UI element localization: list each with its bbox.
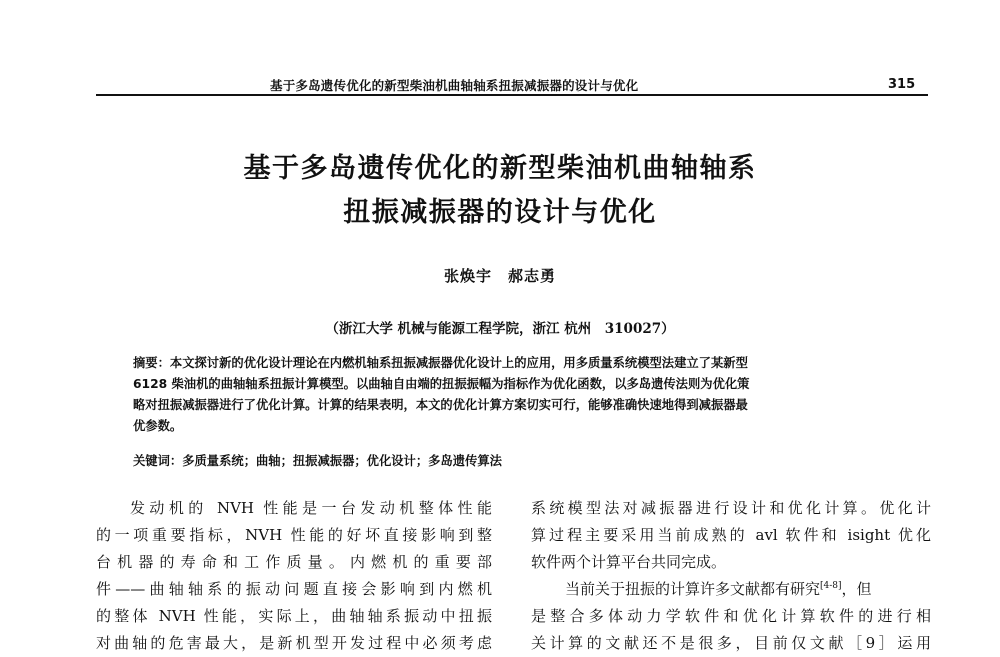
title-line-1: 基于多岛遗传优化的新型柴油机曲轴轴系 <box>243 153 757 184</box>
paragraph-line: 是整合多体动力学软件和优化计算软件的进行相 <box>531 607 931 625</box>
keywords-text: 多质量系统；曲轴；扭振减振器；优化设计；多岛遗传算法 <box>182 454 502 468</box>
paragraph-line: 的一项重要指标，NVH 性能的好坏直接影响到整 <box>96 526 492 544</box>
page-number: 315 <box>888 77 916 92</box>
paragraph-line: 件——曲轴轴系的振动问题直接会影响到内燃机 <box>96 580 492 598</box>
running-head: 基于多岛遗传优化的新型柴油机曲轴轴系扭振减振器的设计与优化 <box>270 78 639 93</box>
paragraph-line: 关计算的文献还不是很多，目前仅文献［9］运用 <box>531 634 931 652</box>
affiliation: （浙江大学 机械与能源工程学院，浙江 杭州 310027） <box>325 321 675 337</box>
abstract-text: 本文探讨新的优化设计理论在内燃机轴系扭振减振器优化设计上的应用，用多质量系统模型法建立了某新型 <box>169 356 748 370</box>
paragraph-line: 系统模型法对减振器进行设计和优化计算。优化计 <box>531 499 931 517</box>
paragraph-line: 台机器的寿命和工作质量。内燃机的重要部 <box>96 553 492 571</box>
abstract-line-4: 优参数。 <box>133 419 183 433</box>
paragraph-line: 算过程主要采用当前成熟的 avl 软件和 isight 优化 <box>531 526 931 544</box>
paragraph-line: 软件两个计算平台共同完成。 <box>531 553 727 571</box>
body-column-right <box>531 495 931 657</box>
paragraph-line: 的整体 NVH 性能，实际上，曲轴轴系振动中扭振 <box>96 607 492 625</box>
header-rule <box>96 94 928 96</box>
abstract <box>133 353 893 437</box>
keywords <box>133 451 502 469</box>
paragraph-text: 当前关于扭振的计算许多文献都有研究 <box>565 580 821 598</box>
abstract-line-1 <box>133 353 893 374</box>
title-line-2: 扭振减振器的设计与优化 <box>343 197 657 228</box>
citation-superscript: [4-8] <box>820 581 842 591</box>
authors: 张焕宇 郝志勇 <box>443 267 556 285</box>
keywords-label: 关键词： <box>133 454 183 468</box>
abstract-label: 摘要： <box>133 356 170 370</box>
abstract-line-2: 6128 柴油机的曲轴轴系扭振计算模型。以曲轴自由端的扭振振幅为指标作为优化函数，以多岛遗传法则为优化策 <box>133 377 750 391</box>
paragraph-line: 对曲轴的危害最大，是新机型开发过程中必须考虑 <box>96 634 492 652</box>
paragraph-text: ，但 <box>841 580 872 598</box>
paragraph-line <box>531 576 931 603</box>
paragraph-line: 发动机的 NVH 性能是一台发动机整体性能 <box>130 499 492 517</box>
abstract-line-3: 略对扭振减振器进行了优化计算。计算的结果表明，本文的优化计算方案切实可行，能够准确快速地得到减振器最 <box>133 398 748 412</box>
body-column-left <box>96 495 492 657</box>
